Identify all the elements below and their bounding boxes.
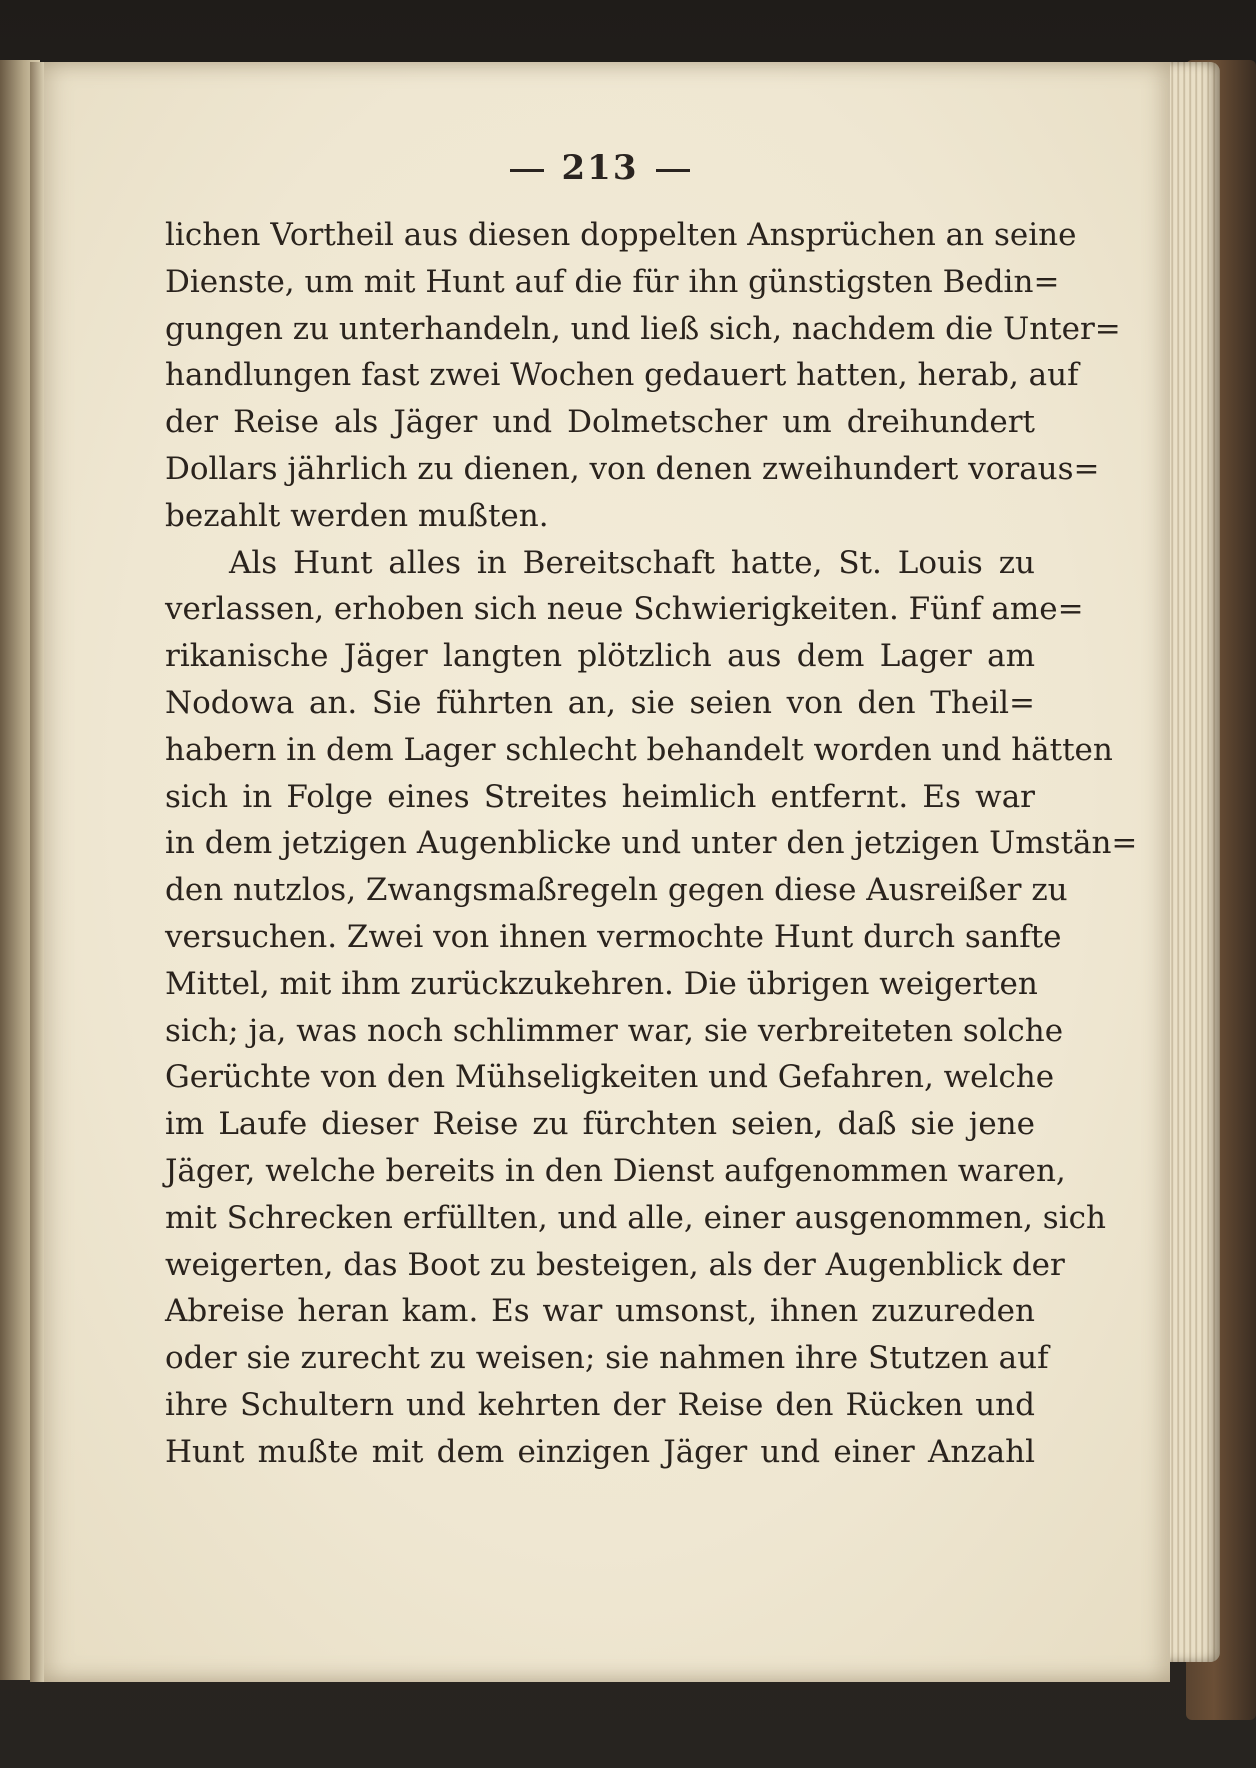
- text-line: verlassen, erhoben sich neue Schwierigkeiten. Fünf ame=: [165, 591, 1084, 628]
- text-line: lichen Vortheil aus diesen doppelten Ansprüchen an seine: [165, 217, 1077, 253]
- text-line: Dienste, um mit Hunt auf die für ihn günstigsten Bedin=: [165, 263, 1060, 300]
- text-line: den nutzlos, Zwangsmaßregeln gegen diese Ausreißer zu: [165, 872, 1068, 909]
- page-number-text: 213: [561, 148, 639, 188]
- text-line: Abreise heran kam. Es war umsonst, ihnen zuzureden: [165, 1293, 1035, 1330]
- text-line: der Reise als Jäger und Dolmetscher um dreihundert: [165, 404, 1035, 441]
- text-line: Mittel, mit ihm zurückzukehren. Die übrigen weigerten: [165, 965, 1038, 1002]
- text-line: mit Schrecken erfüllten, und alle, einer ausgenommen, sich: [165, 1199, 1106, 1236]
- paragraph-start-line: Als Hunt alles in Bereitschaft hatte, St. Louis zu: [229, 544, 1035, 581]
- text-line: handlungen fast zwei Wochen gedauert hatten, herab, auf: [165, 357, 1079, 394]
- text-line: versuchen. Zwei von ihnen vermochte Hunt durch sanfte: [165, 918, 1062, 955]
- text-line: Hunt mußte mit dem einzigen Jäger und einer Anzahl: [165, 1433, 1035, 1470]
- text-line: sich in Folge eines Streites heimlich entfernt. Es war: [165, 778, 1035, 815]
- text-line: im Laufe dieser Reise zu fürchten seien, daß sie jene: [165, 1106, 1035, 1143]
- folio-dash-left: [510, 169, 544, 172]
- folio-dash-right: [656, 169, 690, 172]
- text-line: Dollars jährlich zu dienen, von denen zweihundert voraus=: [165, 450, 1100, 487]
- text-line: habern in dem Lager schlecht behandelt worden und hätten: [165, 731, 1113, 768]
- page-gutter: [30, 62, 44, 1682]
- book-page: [30, 62, 1170, 1682]
- text-line: Gerüchte von den Mühseligkeiten und Gefahren, welche: [165, 1059, 1055, 1096]
- text-line: sich; ja, was noch schlimmer war, sie verbreiteten solche: [165, 1012, 1064, 1049]
- text-line: rikanische Jäger langten plötzlich aus dem Lager am: [165, 638, 1035, 675]
- body-text: [165, 212, 1138, 1476]
- text-line: oder sie zurecht zu weisen; sie nahmen ihre Stutzen auf: [165, 1340, 1049, 1377]
- page-number: [30, 148, 1170, 188]
- text-line: in dem jetzigen Augenblicke und unter den jetzigen Umstän=: [165, 825, 1138, 862]
- text-line: ihre Schultern und kehrten der Reise den Rücken und: [165, 1386, 1035, 1423]
- text-line: gungen zu unterhandeln, und ließ sich, nachdem die Unter=: [165, 310, 1121, 347]
- text-line: Jäger, welche bereits in den Dienst aufgenommen waren,: [165, 1152, 1066, 1189]
- text-line: Nodowa an. Sie führten an, sie seien von den Theil=: [165, 684, 1035, 721]
- text-line: bezahlt werden mußten.: [165, 497, 549, 534]
- text-line: weigerten, das Boot zu besteigen, als der Augenblick der: [165, 1246, 1065, 1283]
